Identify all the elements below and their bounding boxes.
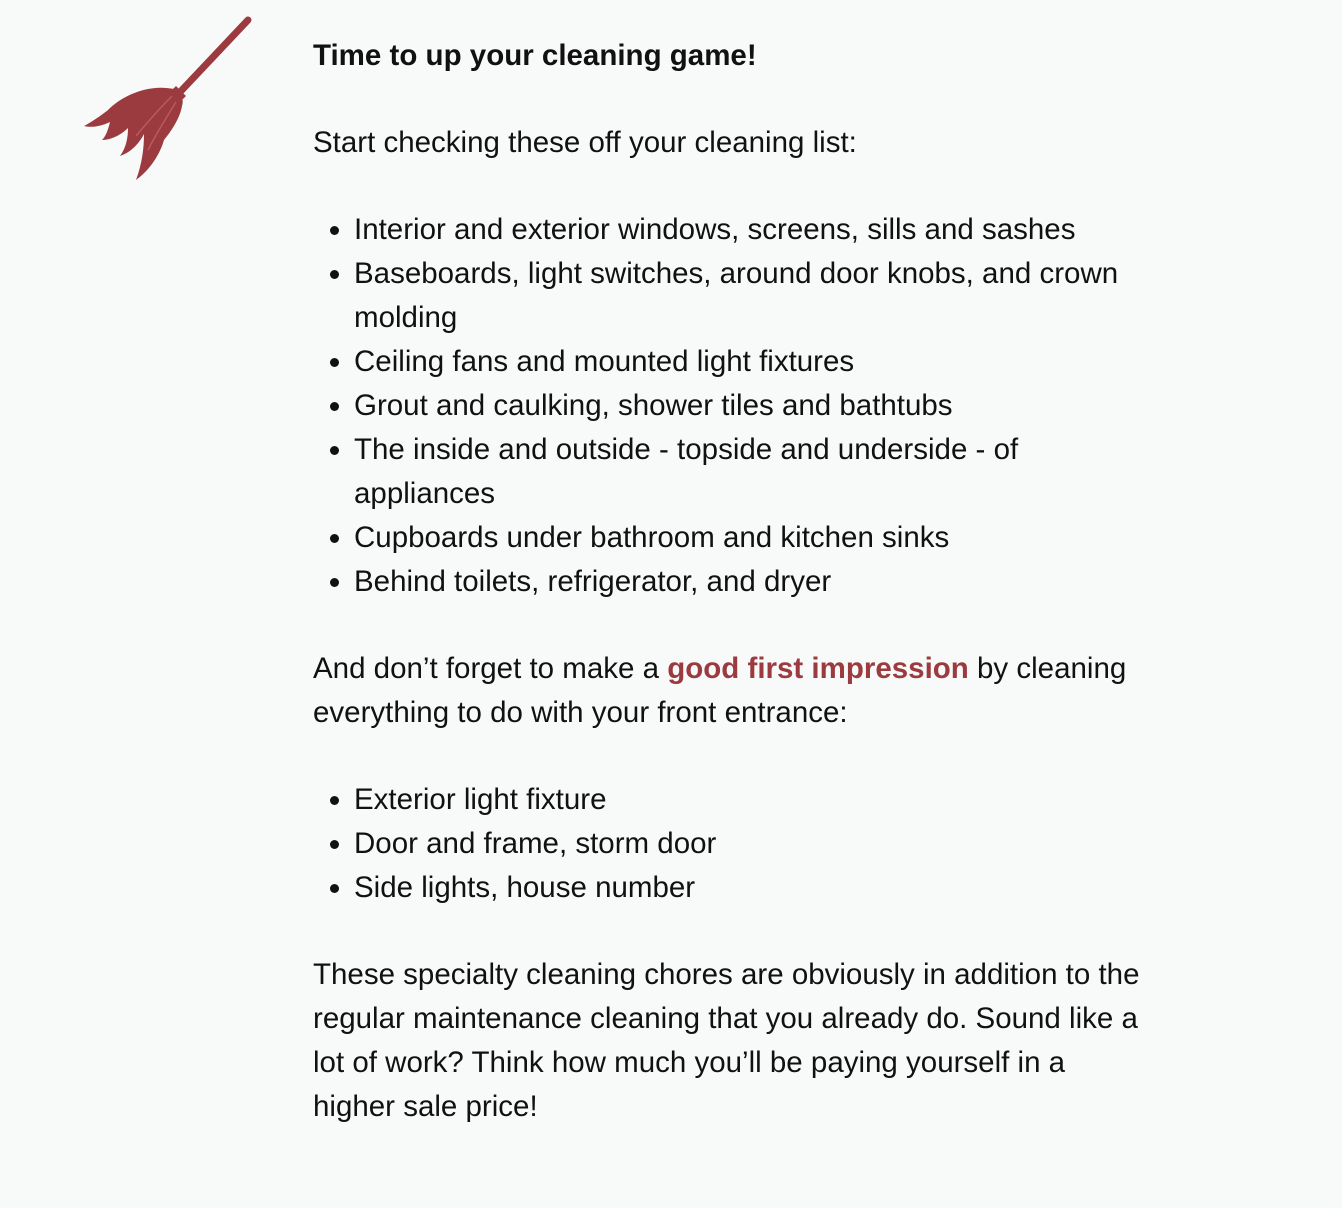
broom-icon <box>80 14 256 186</box>
article-content <box>313 34 1143 1129</box>
list-item: • Side lights, house number <box>354 866 1143 910</box>
list-item: • Behind toilets, refrigerator, and dryer <box>354 560 1143 604</box>
entrance-paragraph <box>313 647 1143 735</box>
list-item: • Door and frame, storm door <box>354 822 1143 866</box>
intro-text: Start checking these off your cleaning list: <box>313 126 857 159</box>
entrance-list <box>313 778 1143 910</box>
closing-paragraph: These specialty cleaning chores are obviously in addition to the regular maintenance cleaning that you already do. Sound like a lot of work? Think how much you’ll be paying yourself in a higher sale price! <box>313 958 1140 1123</box>
list-item: • Interior and exterior windows, screens, sills and sashes <box>354 208 1143 252</box>
entrance-text-after: by cleaning everything to do with your front entrance: <box>313 652 1127 729</box>
list-item: • Cupboards under bathroom and kitchen sinks <box>354 516 1143 560</box>
cleaning-list <box>313 208 1143 604</box>
list-item: • Baseboards, light switches, around door knobs, and crown molding <box>354 252 1143 340</box>
list-item: • Grout and caulking, shower tiles and bathtubs <box>354 384 1143 428</box>
section-heading: Time to up your cleaning game! <box>313 39 757 72</box>
list-item: • Ceiling fans and mounted light fixtures <box>354 340 1143 384</box>
list-item: • The inside and outside - topside and underside - of appliances <box>354 428 1143 516</box>
list-item: • Exterior light fixture <box>354 778 1143 822</box>
good-first-impression-link[interactable]: good first impression <box>667 652 969 685</box>
entrance-text-before: And don’t forget to make a <box>313 652 668 685</box>
